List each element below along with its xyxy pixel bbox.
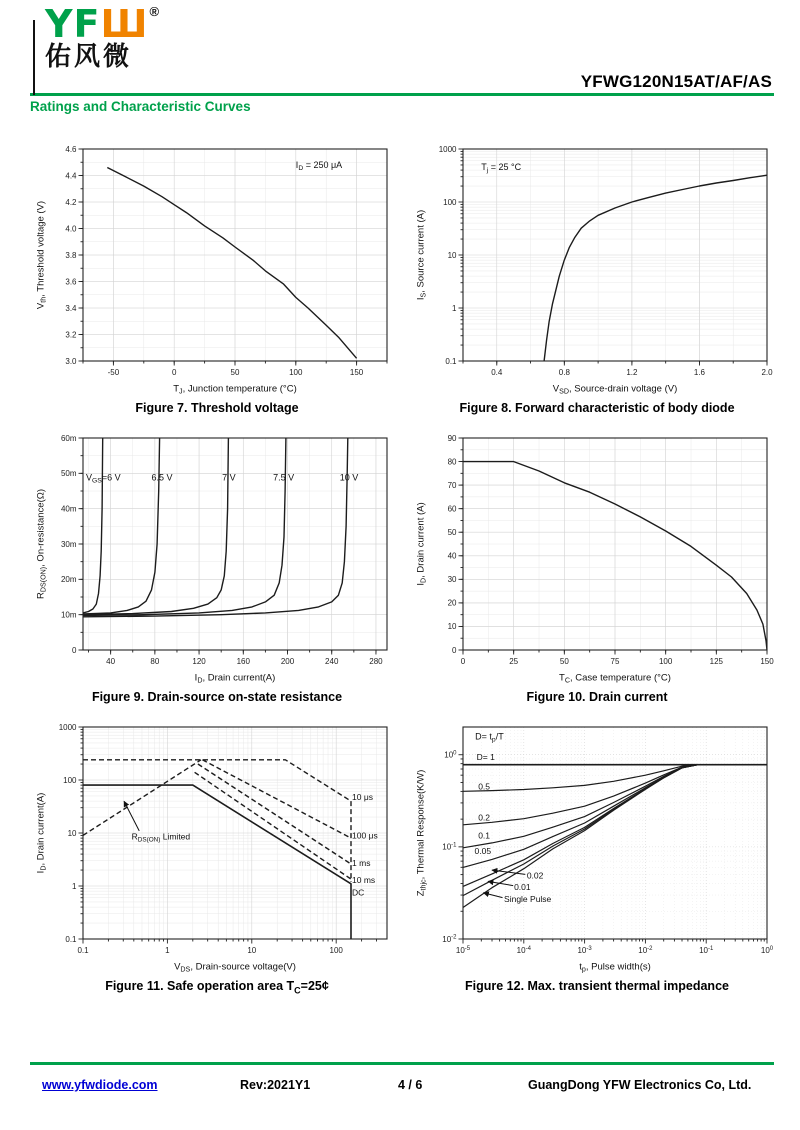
svg-text:0: 0 [452, 645, 457, 655]
svg-text:10-2: $10^{-2}$ [638, 945, 653, 955]
svg-text:0.4: 0.4 [491, 368, 503, 377]
svg-text:0.05: 0.05 [474, 846, 492, 857]
svg-text:1: 1 [72, 881, 77, 891]
svg-text:40: 40 [447, 551, 457, 561]
svg-text:100: 100 [658, 657, 673, 666]
svg-text:10-1: $10^{-1}$ [442, 842, 457, 852]
drain-current-chart [413, 428, 781, 689]
svg-text:Single Pulse: Single Pulse [504, 893, 552, 904]
svg-text:7 V: 7 V [222, 472, 236, 483]
svg-text:RDS(ON), On-resistance(Ω): $R_{DS(ON)}$, On-resistance(Ω) [35, 489, 48, 599]
svg-text:100: $10^0$ [760, 945, 774, 955]
figure-8-caption: Figure 8. Forward characteristic of body diode [459, 401, 735, 415]
svg-text:TC, Case temperature (°C): $T_C$, Case temperature (°C) [559, 672, 671, 684]
svg-text:4.4: 4.4 [65, 171, 77, 181]
logo-left-border [33, 20, 35, 95]
svg-text:100 μs: 100 μs [352, 830, 378, 841]
svg-text:1.6: 1.6 [693, 368, 706, 377]
header-divider [30, 93, 774, 96]
figure-9-caption: Figure 9. Drain-source on-state resistance [91, 690, 343, 704]
figure-12-caption: Figure 12. Max. transient thermal impedance [465, 979, 729, 993]
svg-text:DC: DC [352, 887, 365, 898]
svg-text:D= 1: D= 1 [476, 751, 495, 762]
svg-text:100: 100 [63, 775, 77, 785]
svg-text:10-1: $10^{-1}$ [699, 945, 714, 955]
on-resistance-chart [33, 428, 401, 689]
svg-text:6.5 V: 6.5 V [151, 472, 173, 483]
svg-text:0.1: 0.1 [65, 934, 77, 944]
figure-7-caption: Figure 7. Threshold voltage [135, 401, 299, 415]
svg-text:tp, Pulse width(s): $t_p$, Pulse width(s) [579, 961, 651, 973]
svg-text:1: 1 [452, 303, 457, 313]
revision-label: Rev:2021Y1 [240, 1078, 311, 1092]
footer-divider [30, 1062, 774, 1065]
svg-text:D= tp/T: $D= t_p/T$ [475, 731, 504, 744]
svg-text:0.1: 0.1 [478, 830, 491, 841]
svg-text:10-3: $10^{-3}$ [577, 945, 592, 955]
svg-text:10: 10 [447, 622, 457, 632]
svg-text:10-5: $10^{-5}$ [455, 945, 471, 955]
svg-text:160: 160 [236, 657, 250, 666]
svg-text:100: 100 [329, 946, 343, 955]
svg-text:Vth, Threshold voltage (V): $V_{th}$, Threshold voltage (V) [35, 200, 48, 310]
svg-text:Tj = 25 °C: $T_j = 25$ °C [481, 162, 522, 175]
thermal-impedance-chart [413, 717, 781, 978]
yfw-logo [45, 2, 160, 72]
figure-10-caption: Figure 10. Drain current [526, 690, 668, 704]
svg-text:10m: 10m [60, 610, 77, 620]
svg-text:0.01: 0.01 [514, 881, 531, 892]
svg-text:125: 125 [709, 657, 724, 666]
svg-text:20: 20 [447, 598, 457, 608]
website-link[interactable]: www.yfwdiode.com [42, 1078, 158, 1092]
svg-text:20m: 20m [60, 575, 77, 585]
svg-text:50: 50 [447, 528, 457, 538]
page-header [0, 0, 800, 93]
svg-text:50m: 50m [60, 469, 77, 479]
logo-text-yf: YF [45, 2, 101, 46]
page-number: 4 / 6 [398, 1078, 423, 1092]
svg-text:280: 280 [369, 657, 383, 666]
svg-text:3.0: 3.0 [65, 356, 77, 366]
svg-text:4.6: 4.6 [65, 144, 77, 154]
logo-text-w: Ш [100, 2, 149, 46]
svg-text:240: 240 [325, 657, 339, 666]
svg-text:ID, Drain current (A): $I_D$, Drain current (A) [415, 502, 428, 586]
svg-text:10 μs: 10 μs [352, 792, 374, 803]
threshold-voltage-chart [33, 139, 401, 400]
svg-text:1 ms: 1 ms [352, 857, 371, 868]
figure-11 [30, 717, 404, 996]
svg-text:25: 25 [509, 657, 519, 666]
figure-7 [30, 139, 404, 415]
svg-text:1: 1 [165, 946, 170, 955]
svg-text:50: 50 [230, 368, 240, 377]
svg-text:0.1: 0.1 [77, 946, 89, 955]
svg-text:75: 75 [610, 657, 620, 666]
svg-text:0.02: 0.02 [526, 870, 544, 881]
registered-trademark-icon: ® [149, 4, 160, 19]
svg-text:3.4: 3.4 [65, 303, 77, 313]
body-diode-forward-chart [413, 139, 781, 400]
svg-text:200: 200 [280, 657, 295, 666]
svg-text:90: 90 [447, 433, 457, 443]
svg-text:10 V: 10 V [339, 472, 359, 483]
svg-text:50: 50 [559, 657, 569, 666]
svg-text:70: 70 [447, 480, 457, 490]
figure-12 [410, 717, 784, 996]
svg-text:IS, Source current (A): $I_S$, Source current (A) [415, 209, 428, 301]
logo-chinese-name: 佑风微 [45, 42, 133, 72]
svg-text:ID, Drain current(A): $I_D$, Drain current(A) [194, 672, 276, 684]
svg-text:30m: 30m [60, 539, 77, 549]
svg-text:60m: 60m [60, 433, 77, 443]
svg-text:4.0: 4.0 [65, 224, 77, 234]
svg-text:RDS(ON) Limited: $R_{DS(ON)}$ Limited [131, 831, 191, 844]
svg-text:10: 10 [67, 828, 77, 838]
svg-text:60: 60 [447, 504, 457, 514]
svg-text:30: 30 [447, 575, 457, 585]
figure-11-caption: Figure 11. Safe operation area $T_C=25¢$ [105, 979, 329, 996]
svg-text:80: 80 [447, 457, 457, 467]
svg-text:0.2: 0.2 [478, 812, 491, 823]
svg-text:10: 10 [447, 250, 457, 260]
figure-10 [410, 428, 784, 704]
svg-text:0: 0 [460, 657, 466, 666]
svg-text:4.2: 4.2 [65, 197, 77, 207]
safe-operation-area-chart [33, 717, 401, 978]
svg-text:1.2: 1.2 [626, 368, 638, 377]
section-title: Ratings and Characteristic Curves [30, 99, 251, 114]
svg-text:120: 120 [192, 657, 206, 666]
footer-row [0, 1078, 800, 1112]
svg-text:ID, Drain current(A): $I_D$, Drain current(A) [35, 792, 48, 874]
svg-text:VGS=6 V: $V_{GS}=6$ V [86, 472, 121, 485]
svg-text:10: 10 [247, 946, 257, 955]
svg-text:3.8: 3.8 [65, 250, 77, 260]
figure-9 [30, 428, 404, 704]
svg-text:1000: 1000 [438, 144, 457, 154]
svg-text:7.5 V: 7.5 V [273, 472, 295, 483]
svg-text:0: 0 [72, 645, 77, 655]
svg-text:10 ms: 10 ms [352, 874, 376, 885]
company-name: GuangDong YFW Electronics Co, Ltd. [528, 1078, 752, 1092]
svg-text:40: 40 [106, 657, 116, 666]
svg-text:150: 150 [760, 657, 774, 666]
logo-latin-row [45, 2, 160, 46]
svg-text:VDS, Drain-source voltage(V): $V_{DS}$, Drain-source voltage(V) [174, 961, 296, 973]
svg-text:40m: 40m [60, 504, 77, 514]
svg-text:Zthjc, Thermal Response(K/W): $Z_{thjc}$, Thermal Response(K/W) [415, 769, 428, 897]
svg-text:150: 150 [349, 368, 364, 377]
svg-text:ID = 250 μA: $I_D = 250$ μA [295, 160, 343, 173]
page-footer [0, 1062, 800, 1112]
svg-text:0.8: 0.8 [558, 368, 570, 377]
svg-text:100: $10^0$ [444, 750, 457, 760]
svg-text:2.0: 2.0 [761, 368, 773, 377]
svg-text:10-2: $10^{-2}$ [442, 934, 457, 944]
svg-text:VSD, Source-drain voltage (V): $V_{SD}$, Source-drain voltage (V) [552, 383, 678, 395]
characteristic-curves-grid [0, 114, 800, 996]
svg-text:100: 100 [443, 197, 457, 207]
figure-8 [410, 139, 784, 415]
svg-text:0.5: 0.5 [478, 781, 491, 792]
svg-text:80: 80 [150, 657, 160, 666]
svg-text:-50: -50 [107, 368, 120, 377]
svg-text:TJ, Junction temperature (°C): $T_J$, Junction temperature (°C) [173, 383, 297, 395]
svg-text:3.2: 3.2 [65, 330, 77, 340]
svg-text:1000: 1000 [58, 722, 77, 732]
svg-text:3.6: 3.6 [65, 277, 77, 287]
svg-text:0: 0 [171, 368, 177, 377]
svg-text:0.1: 0.1 [445, 356, 457, 366]
svg-text:10-4: $10^{-4}$ [516, 945, 531, 955]
product-part-number: YFWG120N15AT/AF/AS [580, 72, 772, 91]
svg-text:100: 100 [289, 368, 303, 377]
